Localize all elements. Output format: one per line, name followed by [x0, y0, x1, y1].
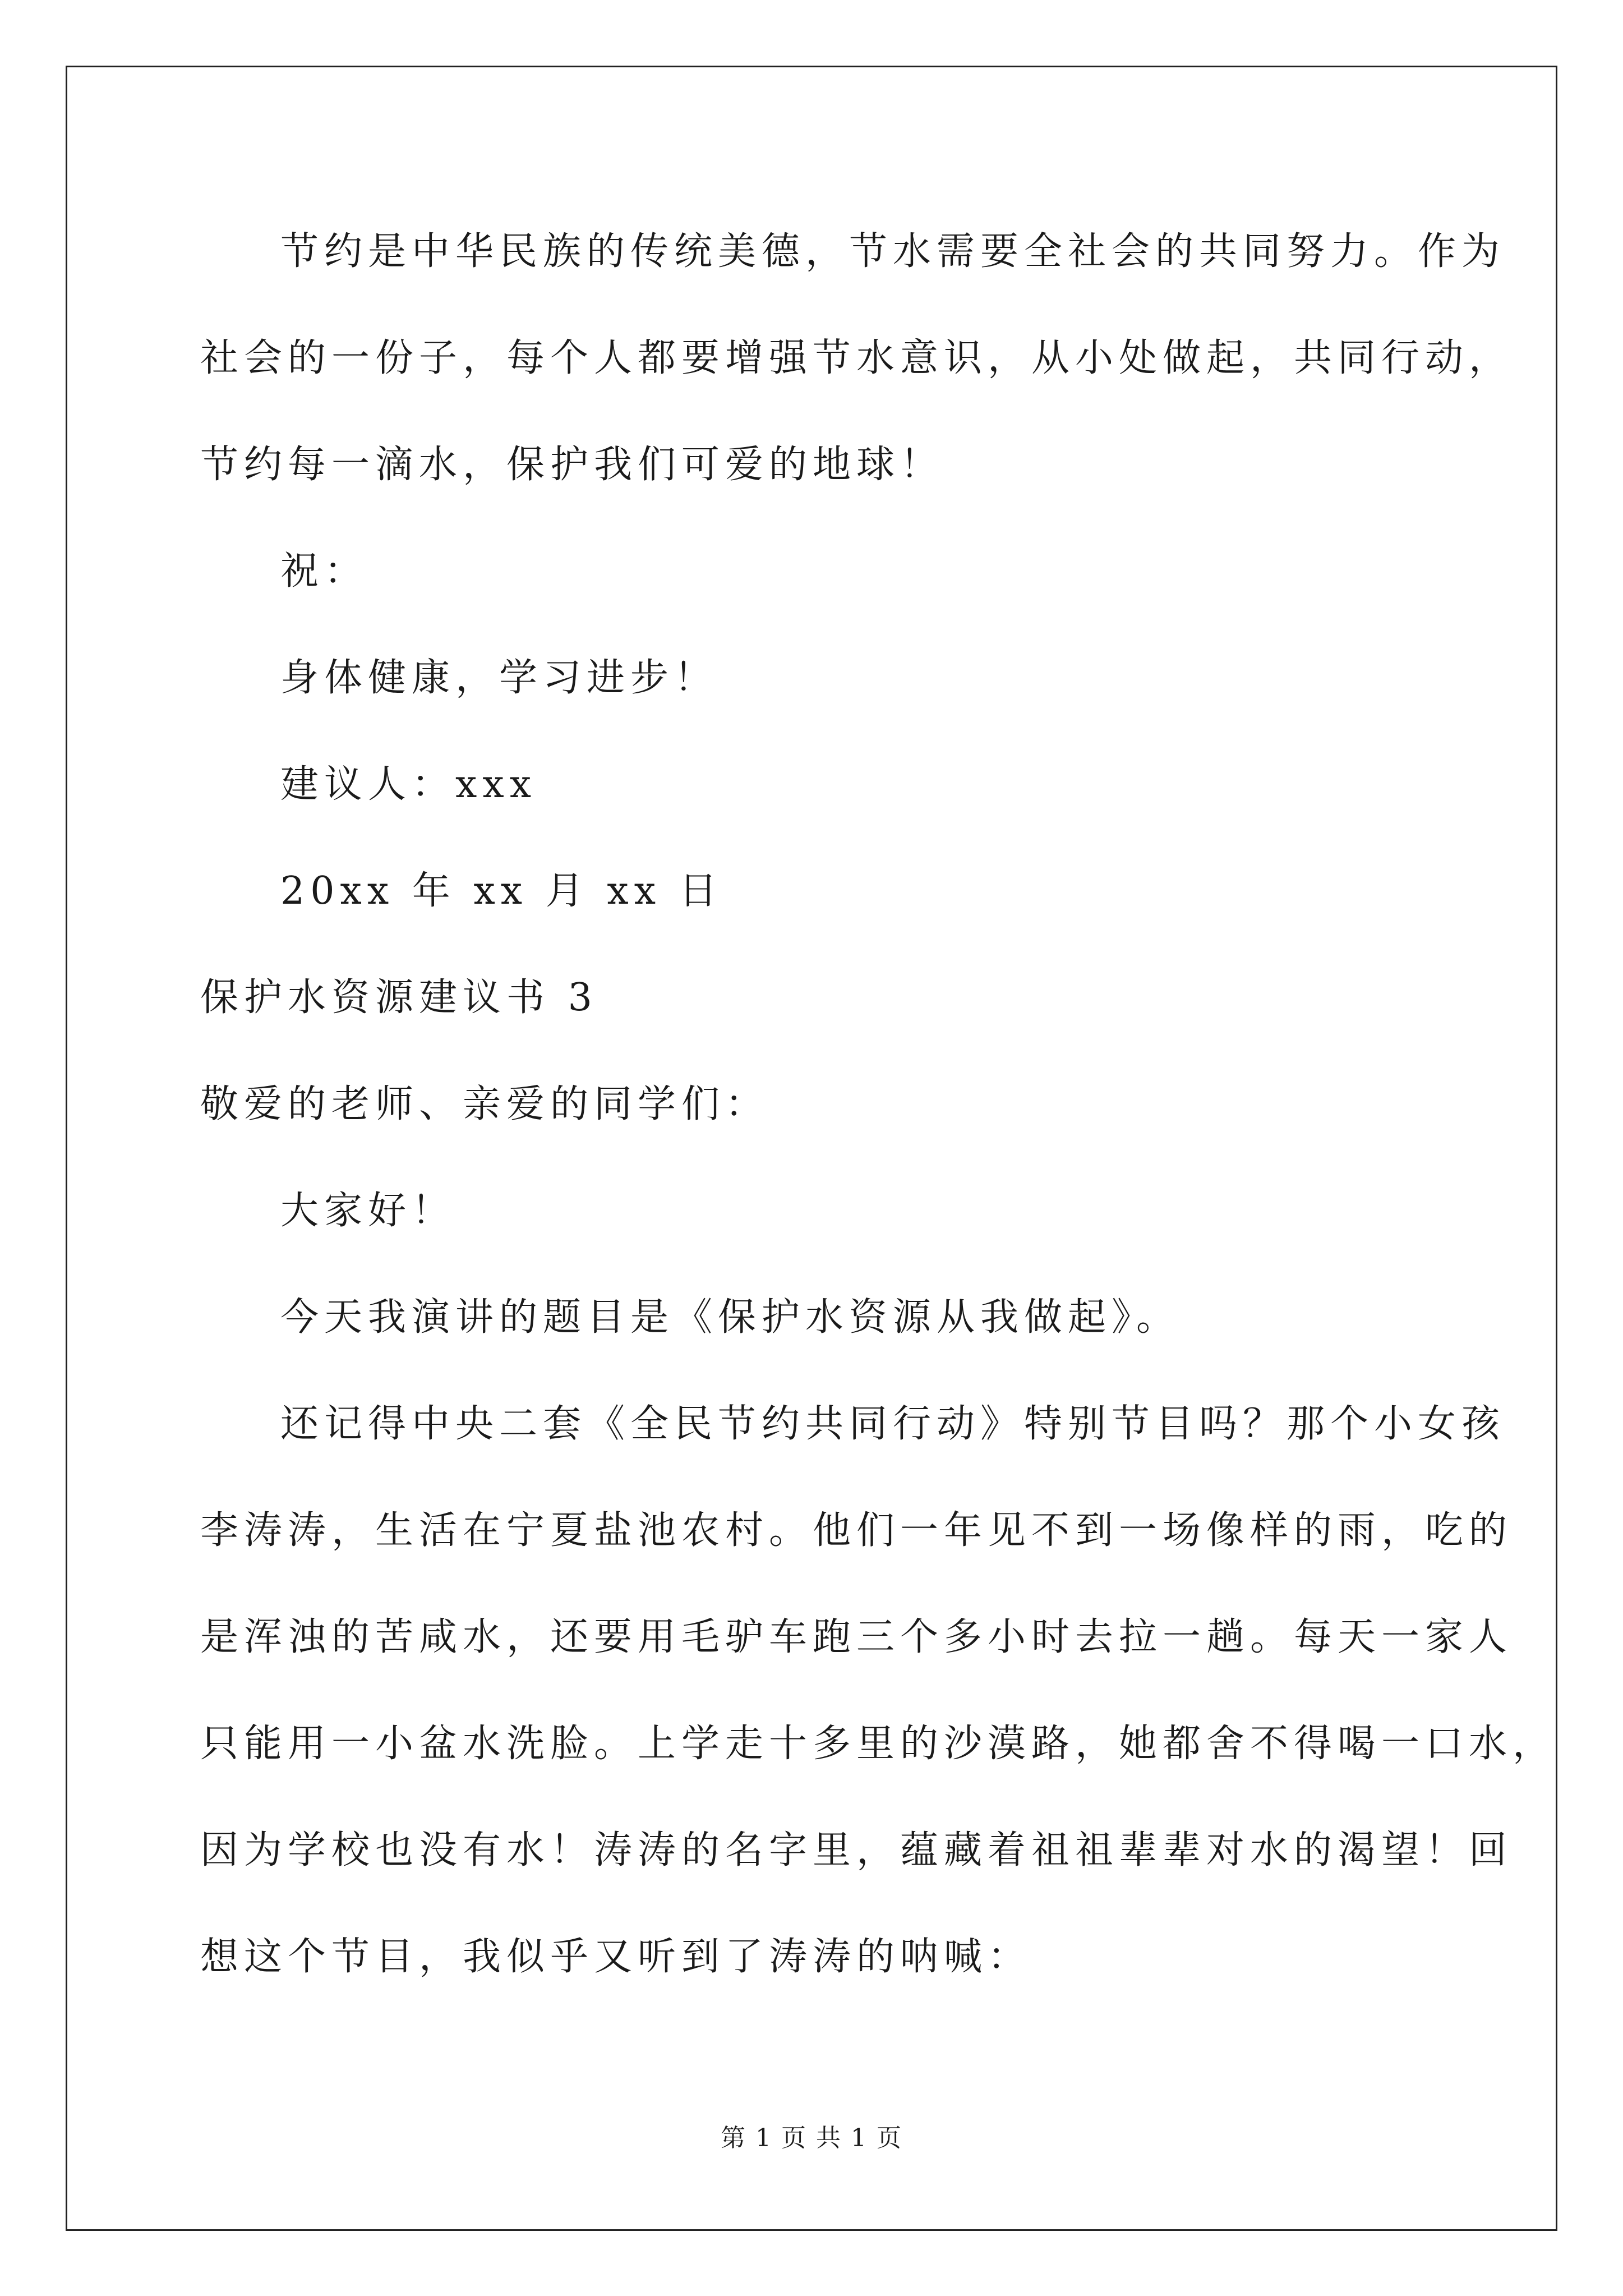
paragraph-line: 李涛涛，生活在宁夏盐池农村。他们一年见不到一场像样的雨，吃的: [200, 1508, 1513, 1553]
salutation-line: 祝：: [280, 549, 368, 593]
greeting-line: 敬爱的老师、亲爱的同学们：: [200, 1082, 769, 1126]
page-footer: 第 1 页 共 1 页: [721, 2124, 902, 2152]
page-border: [66, 66, 1557, 2231]
paragraph-line: 因为学校也没有水！涛涛的名字里，蕴藏着祖祖辈辈对水的渴望！回: [200, 1828, 1513, 1872]
wish-line: 身体健康，学习进步！: [280, 656, 718, 700]
paragraph-line: 社会的一份子，每个人都要增强节水意识，从小处做起，共同行动，: [200, 336, 1513, 380]
paragraph-line: 还记得中央二套《全民节约共同行动》特别节目吗？那个小女孩: [280, 1402, 1506, 1446]
greeting-line: 大家好！: [280, 1189, 456, 1233]
paragraph-line: 节约是中华民族的传统美德，节水需要全社会的共同努力。作为: [280, 229, 1506, 274]
section-title: 保护水资源建议书 3: [200, 976, 598, 1020]
paragraph-line: 是浑浊的苦咸水，还要用毛驴车跑三个多小时去拉一趟。每天一家人: [200, 1615, 1513, 1659]
paragraph-line: 想这个节目，我似乎又听到了涛涛的呐喊：: [200, 1935, 1032, 1979]
date-line: 20xx 年 xx 月 xx 日: [280, 869, 723, 913]
paragraph-line: 今天我演讲的题目是《保护水资源从我做起》。: [280, 1295, 1181, 1340]
signature-line: 建议人：xxx: [280, 762, 537, 807]
paragraph-line: 只能用一小盆水洗脸。上学走十多里的沙漠路，她都舍不得喝一口水，: [200, 1722, 1557, 1766]
paragraph-line: 节约每一滴水，保护我们可爱的地球！: [200, 443, 944, 487]
